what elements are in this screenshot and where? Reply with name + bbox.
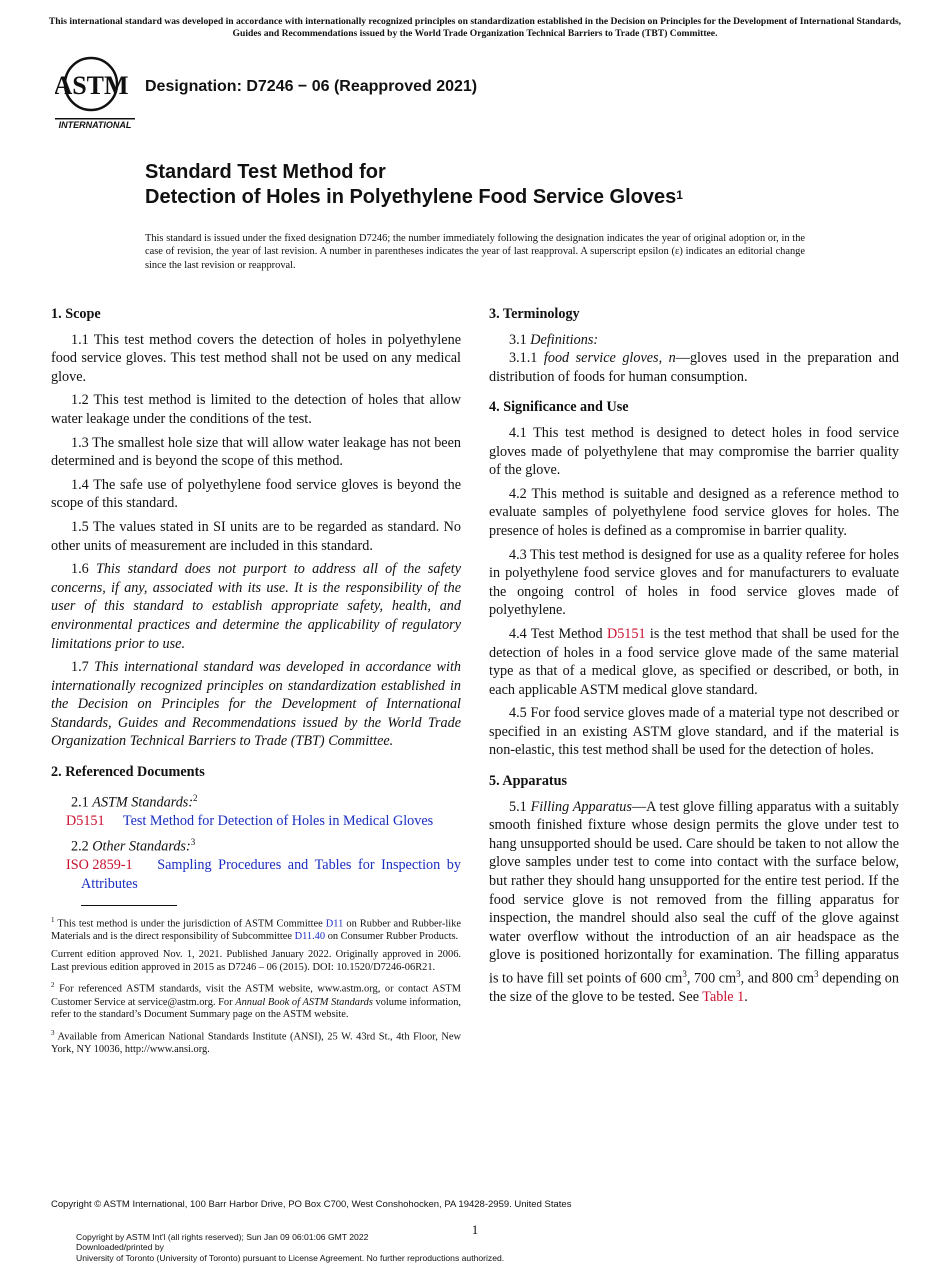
paragraph-4-2: 4.2 This method is suitable and designed as a reference method to evaluate samples of polyethylene food service gloves for holes. The presence of holes is defined as a compromise in barrier quality. <box>489 485 899 539</box>
subsection-2-1: 2.1 ASTM Standards:$^2$ <box>71 792 198 811</box>
footnote-3: $^3$ Available from American National Standards Institute (ANSI), 25 W. 43rd St., 4th Floor, New York, NY 10036, http://www.ansi.org. <box>51 1028 461 1056</box>
astm-logo <box>55 56 135 132</box>
trade-committee-banner: This international standard was developed in accordance with internationally recognized principles on standardization established in the Decision on Principles for the Development of International Standards, Guides and Recommendations issued by the World Trade Organization Technical Barriers to Trade (TBT) Committee. <box>48 16 902 39</box>
page-title <box>145 160 683 210</box>
section-heading-referenced-documents: 2. Referenced Documents <box>51 764 205 781</box>
paragraph-1-3: 1.3 The smallest hole size that will allow water leakage has not been determined and is beyond the scope of this method. <box>51 434 461 470</box>
subsection-3-1: 3.1 Definitions: <box>509 331 599 348</box>
paragraph-4-1: 4.1 This test method is designed to detect holes in food service gloves made of polyethylene that may compromise the barrier quality of the glove. <box>489 424 899 479</box>
left-column <box>51 305 461 1062</box>
logo-word: INTERNATIONAL <box>58 120 132 130</box>
paragraph-1-2: 1.2 This test method is limited to the detection of holes that allow water leakage under the conditions of the test. <box>51 392 461 427</box>
footnote-1-edition: Current edition approved Nov. 1, 2021. Published January 2022. Originally approved in 2006. Last previous edition approved in 2015 as D7246 – 06 (2015). DOI: 10.1520/D7246-06R21. <box>51 948 461 973</box>
table-1-link[interactable]: Table 1 <box>702 989 745 1006</box>
download-line-3: University of Toronto (University of Toronto) pursuant to License Agreement. No further reproductions authorized. <box>76 1252 505 1263</box>
committee-link[interactable]: D11 <box>325 918 344 930</box>
reference-d5151 <box>51 812 461 831</box>
copyright-line: Copyright © ASTM International, 100 Barr Harbor Drive, PO Box C700, West Conshohocken, PA 19428-2959. United States <box>51 1199 572 1210</box>
title-line-2: Detection of Holes in Polyethylene Food Service Gloves$^1$ <box>145 186 683 208</box>
paragraph-1-4: 1.4 The safe use of polyethylene food service gloves is beyond the scope of this standard. <box>51 476 461 512</box>
d5151-link[interactable]: D5151 <box>606 625 646 642</box>
designation: Designation: D7246 − 06 (Reapproved 2021) <box>145 78 478 95</box>
footnote-divider <box>81 905 177 906</box>
footnote-2: $^2$ For referenced ASTM standards, visit the ASTM website, www.astm.org, or contact ASTM Customer Service at service@astm.org. For Annual Book of ASTM Standards volume information, refer to the standard’s Document Summary page on the ASTM website. <box>51 981 461 1021</box>
reference-code-link[interactable]: D5151 <box>66 812 105 829</box>
paragraph-1-7: 1.7 This international standard was developed in accordance with internationally recognized principles on standardization established in the Decision on Principles for the Development of International Standards, Guides and Recommendations issued by the World Trade Organization Technical Barriers to Trade (TBT) Committee. <box>51 659 461 750</box>
section-heading-apparatus: 5. Apparatus <box>489 773 568 790</box>
paragraph-4-3: 4.3 This test method is designed for use as a quality referee for holes in polyethylene food service gloves and for manufacturers to evaluate the ongoing control of holes in food service gloves made of polyethylene. <box>489 546 899 619</box>
paragraph-4-5: 4.5 For food service gloves made of a material type not described or specified in an existing ASTM glove standard, and if the material is non-elastic, this test method shall be used for the detection of holes. <box>489 705 899 759</box>
title-footnote-ref[interactable]: 1 <box>676 188 683 202</box>
right-column <box>489 305 899 1012</box>
issuance-note: This standard is issued under the fixed designation D7246; the number immediately following the designation indicates the year of original adoption or, in the case of revision, the year of last revision. A number in parentheses indicates the year of last reapproval. A superscript epsilon (ε) indicates an editorial change since the last revision or reapproval. <box>145 233 805 271</box>
download-line-1: Copyright by ASTM Int'l (all rights reserved); Sun Jan 09 06:01:06 GMT 2022 <box>76 1232 369 1242</box>
subcommittee-link[interactable]: D11.40 <box>294 931 326 943</box>
download-notice <box>76 1232 504 1263</box>
reference-iso-2859-1 <box>51 856 461 893</box>
reference-code-link[interactable]: ISO 2859-1 <box>66 856 133 873</box>
page-number: 1 <box>471 1222 479 1237</box>
paragraph-1-1: 1.1 This test method covers the detection of holes in polyethylene food service gloves. This test method shall not be used on any medical glove. <box>51 331 461 385</box>
footnote-1: $^1$ This test method is under the jurisdiction of ASTM Committee D11 on Rubber and Rubber-like Materials and is the direct responsibility of Subcommittee D11.40 on Consumer Rubber Products. <box>51 916 461 943</box>
title-line-1: Standard Test Method for <box>145 161 386 183</box>
paragraph-5-1: 5.1 Filling Apparatus—A test glove filling apparatus with a suitably smooth finished fixture whose design permits the glove under test to hang unsupported should be used. Care should be taken to not allow the glove samples under test to come into contact with the surface below, but rather they should hang unsupported for the entire test period. If the food service glove is not removed from the filling apparatus for inspection, the mandrel should also seal the cuff of the glove against water overflow without the introduction of an air headspace as the glove is positioned horizontally for examination. The filling apparatus is to have fill set points of 600 $cm^3$, 700 $cm^3$, and 800 $cm^3$ depending on the size of the glove to be tested. See Table 1. <box>489 798 900 1006</box>
paragraph-1-5: 1.5 The values stated in SI units are to be regarded as standard. No other units of measurement are included in this standard. <box>51 518 461 554</box>
reference-title-link[interactable]: Test Method for Detection of Holes in Medical Gloves <box>122 812 434 829</box>
paragraph-4-4: 4.4 Test Method D5151 is the test method that shall be used for the detection of holes in a food service glove made of the same material type as that of a medical glove, as specified or described, or both, in each applicable ASTM medical glove standard. <box>489 625 900 698</box>
logo-letters: ASTM <box>55 71 129 100</box>
section-heading-terminology: 3. Terminology <box>489 306 580 322</box>
section-heading-significance: 4. Significance and Use <box>489 399 629 416</box>
subsection-2-2: 2.2 Other Standards:$^3$ <box>71 836 196 855</box>
reference-title-link[interactable]: Sampling Procedures and Tables for Inspection by Attributes <box>81 856 461 892</box>
paragraph-1-6: 1.6 This standard does not purport to address all of the safety concerns, if any, associated with its use. It is the responsibility of the user of this standard to establish appropriate safety, health, and environmental practices and determine the applicability of regulatory limitations prior to use. <box>51 561 461 652</box>
definition-3-1-1: 3.1.1 food service gloves, n—gloves used in the preparation and distribution of foods for human consumption. <box>489 350 900 385</box>
section-heading-scope: 1. Scope <box>51 306 101 322</box>
download-line-2: Downloaded/printed by <box>76 1242 164 1253</box>
